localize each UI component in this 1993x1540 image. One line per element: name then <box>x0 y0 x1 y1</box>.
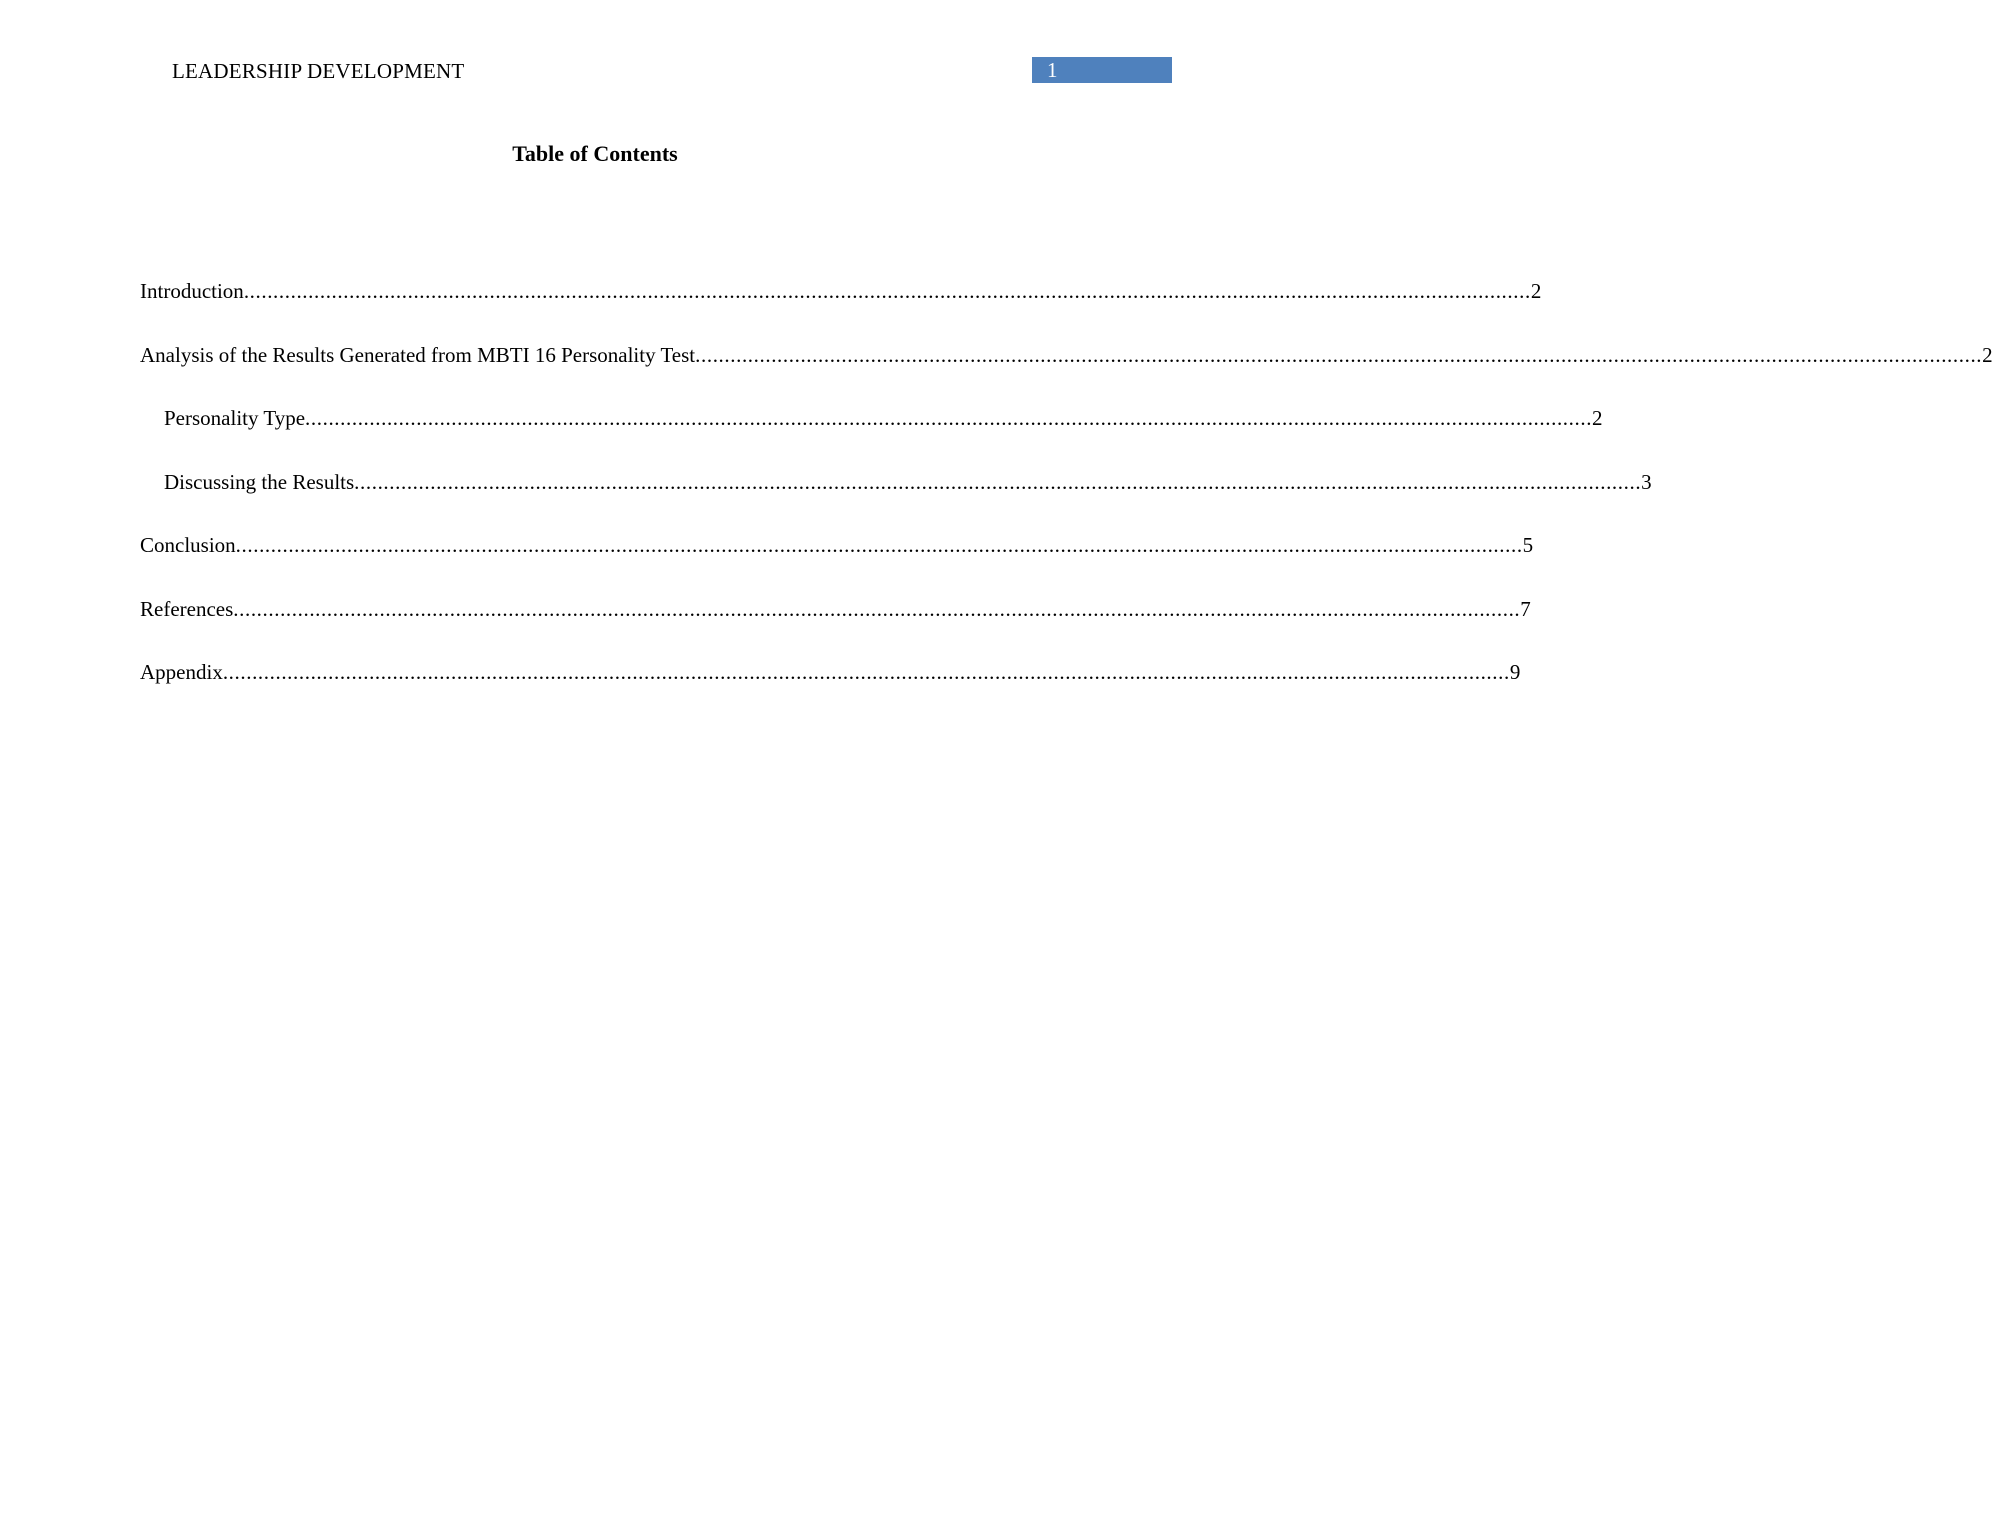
dot-leader: ............................................................................................................................................................................................................................ <box>233 596 1521 621</box>
toc-entry-label: References <box>140 596 234 621</box>
dot-leader: ............................................................................................................................................................................................................................ <box>695 342 1983 367</box>
toc-entry-label: Discussing the Results <box>164 469 355 494</box>
toc-entry-page: 3 <box>1641 469 1652 494</box>
toc-entry-personality-type[interactable] <box>140 404 1603 468</box>
toc-entry-page: 2 <box>1530 279 1542 303</box>
toc-entry-analysis[interactable] <box>140 341 1993 405</box>
dot-leader: ............................................................................................................................................................................................................................ <box>222 660 1510 684</box>
toc-entry-appendix[interactable] <box>140 658 1521 722</box>
dot-leader: ............................................................................................................................................................................................................................ <box>235 533 1523 557</box>
toc-entry-page: 2 <box>1592 406 1603 430</box>
toc-entry-page: 2 <box>1982 342 1993 367</box>
toc-entry-page: 5 <box>1522 533 1534 557</box>
toc-entry-label: Analysis of the Results Generated from MBTI 16 Personality Test <box>140 342 696 367</box>
page-number-box <box>1032 57 1172 83</box>
toc-entry-conclusion[interactable] <box>140 531 1534 595</box>
toc-entry-label: Conclusion <box>140 533 236 557</box>
page-number: 1 <box>1047 58 1058 82</box>
dot-leader: ............................................................................................................................................................................................................................ <box>305 406 1593 430</box>
running-head: LEADERSHIP DEVELOPMENT <box>172 59 465 83</box>
toc-entry-label: Introduction <box>140 279 244 303</box>
toc-list <box>140 277 1993 722</box>
toc-entry-references[interactable] <box>140 595 1531 659</box>
toc-entry-introduction[interactable] <box>140 277 1542 341</box>
toc-entry-label: Appendix <box>140 660 223 684</box>
toc-entry-discussing-results[interactable] <box>140 468 1652 532</box>
toc-entry-page: 7 <box>1520 596 1531 621</box>
dot-leader: ............................................................................................................................................................................................................................ <box>354 469 1642 494</box>
toc-entry-label: Personality Type <box>164 406 306 430</box>
toc-title: Table of Contents <box>512 141 678 166</box>
toc-entry-page: 9 <box>1509 660 1521 684</box>
dot-leader: ............................................................................................................................................................................................................................ <box>243 279 1531 303</box>
